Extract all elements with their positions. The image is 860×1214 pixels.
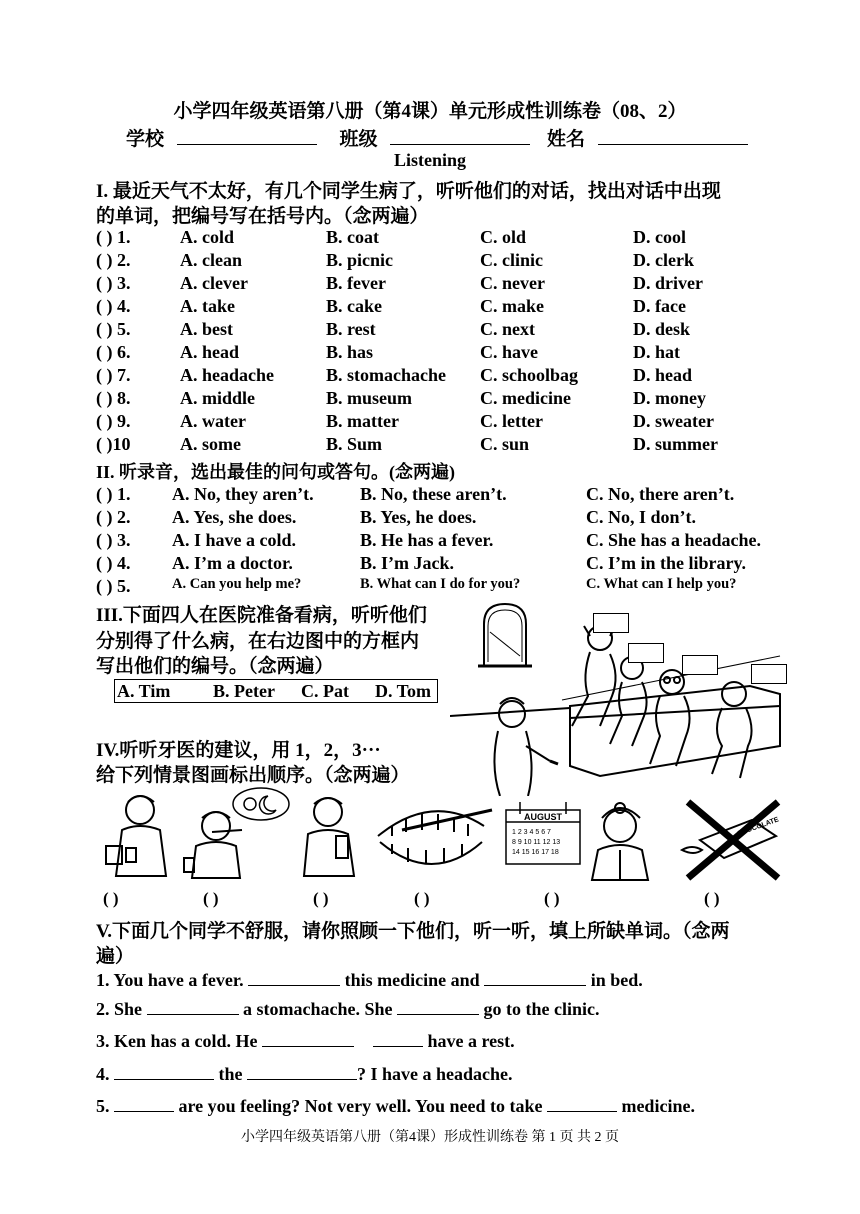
order-paren[interactable]: ( ) bbox=[544, 889, 560, 908]
option-b: B. stomachache bbox=[326, 365, 446, 385]
question-number[interactable]: ( ) 3. bbox=[96, 530, 131, 550]
option-a: A. I’m a doctor. bbox=[172, 553, 293, 573]
fill-blank[interactable] bbox=[247, 1063, 357, 1080]
section5-instruction-1: V.下面几个同学不舒服，请你照顾一下他们，听一听，填上所缺单词。（念两 bbox=[96, 921, 730, 942]
question-number[interactable]: ( ) 7. bbox=[96, 365, 131, 385]
question-number[interactable]: ( )10 bbox=[96, 434, 131, 454]
option-b: B. He has a fever. bbox=[360, 530, 494, 550]
question-number[interactable]: ( ) 2. bbox=[96, 507, 131, 527]
option-c: C. What can I help you? bbox=[586, 576, 737, 592]
answer-box[interactable] bbox=[682, 655, 718, 675]
svg-text:14 15 16 17 18: 14 15 16 17 18 bbox=[512, 849, 559, 856]
scene-teeth-toothbrush-illustration bbox=[372, 796, 496, 880]
option-c: C. next bbox=[480, 319, 535, 339]
chocolate-label: CHOCOLATE bbox=[736, 816, 780, 838]
choice-tim: A. Tim bbox=[117, 681, 171, 701]
option-c: C. have bbox=[480, 342, 538, 362]
fill-blank[interactable] bbox=[147, 998, 239, 1015]
option-b: B. Yes, he does. bbox=[360, 507, 477, 527]
fill-blank[interactable] bbox=[114, 1095, 174, 1112]
option-c: C. letter bbox=[480, 411, 543, 431]
option-c: C. She has a headache. bbox=[586, 530, 762, 550]
section5-instruction-2: 遍） bbox=[96, 946, 135, 967]
option-a: A. I have a cold. bbox=[172, 530, 297, 550]
question-number[interactable]: ( ) 5. bbox=[96, 576, 131, 596]
sentence-text: have a rest. bbox=[427, 1031, 515, 1051]
fill-blank[interactable] bbox=[484, 969, 586, 986]
class-label: 班级 bbox=[339, 129, 378, 150]
option-b: B. coat bbox=[326, 227, 379, 247]
option-d: D. face bbox=[633, 296, 686, 316]
fill-sentence-3 bbox=[96, 1030, 515, 1052]
option-c: C. clinic bbox=[480, 250, 543, 270]
question-number[interactable]: ( ) 5. bbox=[96, 319, 131, 339]
fill-blank[interactable] bbox=[547, 1095, 617, 1112]
question-number[interactable]: ( ) 3. bbox=[96, 273, 131, 293]
scene-boy-rinsing-illustration bbox=[296, 786, 368, 880]
page-footer: 小学四年级英语第八册（第4课）形成性训练卷 第 1 页 共 2 页 bbox=[241, 1130, 619, 1145]
fill-sentence-1 bbox=[96, 969, 643, 991]
student-info-row bbox=[126, 124, 748, 151]
option-a: A. take bbox=[180, 296, 235, 316]
patient-choices-box bbox=[114, 679, 438, 703]
scene-no-chocolate-illustration bbox=[680, 796, 786, 882]
option-d: D. cool bbox=[633, 227, 686, 247]
sentence-text: a stomachache. She bbox=[243, 999, 393, 1019]
option-b: B. cake bbox=[326, 296, 382, 316]
section3-instruction-1: III.下面四人在医院准备看病，听听他们 bbox=[96, 605, 427, 626]
order-paren[interactable]: ( ) bbox=[313, 889, 329, 908]
sentence-text: 5. bbox=[96, 1096, 110, 1116]
option-d: D. desk bbox=[633, 319, 691, 339]
sentence-text: 2. She bbox=[96, 999, 143, 1019]
question-number[interactable]: ( ) 9. bbox=[96, 411, 131, 431]
question-number[interactable]: ( ) 1. bbox=[96, 484, 131, 504]
order-paren[interactable]: ( ) bbox=[414, 889, 430, 908]
sentence-text: medicine. bbox=[621, 1096, 695, 1116]
fill-blank[interactable] bbox=[114, 1063, 214, 1080]
option-d: D. money bbox=[633, 388, 706, 408]
option-d: D. summer bbox=[633, 434, 718, 454]
option-b: B. No, these aren’t. bbox=[360, 484, 507, 504]
sentence-text: 3. Ken has a cold. He bbox=[96, 1031, 258, 1051]
option-c: C. never bbox=[480, 273, 545, 293]
question-number[interactable]: ( ) 4. bbox=[96, 296, 131, 316]
option-a: A. cold bbox=[180, 227, 234, 247]
sentence-text: in bed. bbox=[590, 970, 643, 990]
sentence-text: 4. bbox=[96, 1064, 110, 1084]
option-a: A. some bbox=[180, 434, 241, 454]
option-c: C. No, I don’t. bbox=[586, 507, 697, 527]
svg-text:1 2 3 4 5 6 7: 1 2 3 4 5 6 7 bbox=[512, 829, 551, 836]
section4-instruction-2: 给下列情景图画标出顺序。（念两遍） bbox=[96, 765, 410, 786]
question-number[interactable]: ( ) 2. bbox=[96, 250, 131, 270]
svg-text:8 9 10 11 12 13: 8 9 10 11 12 13 bbox=[512, 839, 561, 846]
fill-sentence-5 bbox=[96, 1095, 695, 1117]
option-d: D. hat bbox=[633, 342, 681, 362]
option-d: D. head bbox=[633, 365, 693, 385]
option-b: B. has bbox=[326, 342, 374, 362]
order-paren[interactable]: ( ) bbox=[103, 889, 119, 908]
fill-sentence-2 bbox=[96, 998, 600, 1020]
fill-blank[interactable] bbox=[262, 1030, 354, 1047]
section4-instruction-1: IV.听听牙医的建议，用 1，2，3··· bbox=[96, 740, 381, 761]
option-b: B. museum bbox=[326, 388, 413, 408]
option-b: B. Sum bbox=[326, 434, 383, 454]
scene-dentist-illustration bbox=[584, 796, 664, 882]
option-c: C. medicine bbox=[480, 388, 571, 408]
option-b: B. I’m Jack. bbox=[360, 553, 454, 573]
sentence-text: 1. You have a fever. bbox=[96, 970, 244, 990]
section2-instruction: II. 听录音，选出最佳的问句或答句。(念两遍) bbox=[96, 462, 455, 482]
name-label: 姓名 bbox=[547, 129, 586, 150]
option-b: B. picnic bbox=[326, 250, 394, 270]
answer-box[interactable] bbox=[751, 664, 787, 684]
option-d: D. driver bbox=[633, 273, 703, 293]
option-b: B. fever bbox=[326, 273, 386, 293]
option-c: C. No, there aren’t. bbox=[586, 484, 735, 504]
order-paren[interactable]: ( ) bbox=[203, 889, 219, 908]
option-d: D. clerk bbox=[633, 250, 694, 270]
sentence-text: ? I have a headache. bbox=[357, 1064, 513, 1084]
option-a: A. clean bbox=[180, 250, 242, 270]
school-label: 学校 bbox=[126, 129, 165, 150]
fill-blank[interactable] bbox=[397, 998, 479, 1015]
question-number[interactable]: ( ) 8. bbox=[96, 388, 131, 408]
sentence-text: go to the clinic. bbox=[483, 999, 600, 1019]
option-a: A. water bbox=[180, 411, 246, 431]
answer-box[interactable] bbox=[593, 613, 629, 633]
option-c: C. make bbox=[480, 296, 544, 316]
option-b: B. matter bbox=[326, 411, 399, 431]
option-a: A. Yes, she does. bbox=[172, 507, 297, 527]
option-a: A. headache bbox=[180, 365, 274, 385]
option-d: D. sweater bbox=[633, 411, 714, 431]
section1-instruction-1: I. 最近天气不太好，有几个同学生病了，听听他们的对话，找出对话中出现 bbox=[96, 181, 721, 202]
question-number[interactable]: ( ) 1. bbox=[96, 227, 131, 247]
question-number[interactable]: ( ) 6. bbox=[96, 342, 131, 362]
option-c: C. old bbox=[480, 227, 527, 247]
school-blank[interactable] bbox=[177, 126, 317, 145]
fill-blank[interactable] bbox=[248, 969, 340, 986]
sentence-text: this medicine and bbox=[344, 970, 480, 990]
section3-instruction-2: 分别得了什么病，在右边图中的方框内 bbox=[96, 631, 420, 652]
option-c: C. I’m in the library. bbox=[586, 553, 746, 573]
choice-peter: B. Peter bbox=[213, 681, 275, 701]
calendar-month-label: AUGUST bbox=[524, 812, 562, 822]
order-paren[interactable]: ( ) bbox=[704, 889, 720, 908]
page-title: 小学四年级英语第八册（第4课）单元形成性训练卷（08、2） bbox=[173, 101, 687, 122]
option-a: A. middle bbox=[180, 388, 256, 408]
option-b: B. What can I do for you? bbox=[360, 576, 521, 592]
sentence-text: are you feeling? Not very well. You need to take bbox=[178, 1096, 543, 1116]
option-b: B. rest bbox=[326, 319, 376, 339]
option-c: C. schoolbag bbox=[480, 365, 579, 385]
option-a: A. No, they aren’t. bbox=[172, 484, 314, 504]
question-number[interactable]: ( ) 4. bbox=[96, 553, 131, 573]
choice-pat: C. Pat bbox=[301, 681, 349, 701]
option-a: A. best bbox=[180, 319, 233, 339]
thought-bubble-sun-moon-icon bbox=[230, 786, 292, 826]
section3-instruction-3: 写出他们的编号。（念两遍） bbox=[96, 656, 334, 677]
option-a: A. head bbox=[180, 342, 240, 362]
class-blank[interactable] bbox=[390, 126, 530, 145]
fill-sentence-4 bbox=[96, 1063, 513, 1085]
name-blank[interactable] bbox=[598, 126, 748, 145]
scene-man-drinking-illustration bbox=[104, 786, 184, 880]
calendar-illustration bbox=[504, 800, 582, 866]
sentence-text: the bbox=[218, 1064, 243, 1084]
option-c: C. sun bbox=[480, 434, 530, 454]
option-a: A. clever bbox=[180, 273, 248, 293]
option-a: A. Can you help me? bbox=[172, 576, 302, 592]
answer-box[interactable] bbox=[628, 643, 664, 663]
listening-heading: Listening bbox=[393, 150, 467, 170]
section1-instruction-2: 的单词，把编号写在括号内。（念两遍） bbox=[96, 206, 429, 227]
choice-tom: D. Tom bbox=[375, 681, 432, 701]
fill-blank[interactable] bbox=[373, 1030, 423, 1047]
